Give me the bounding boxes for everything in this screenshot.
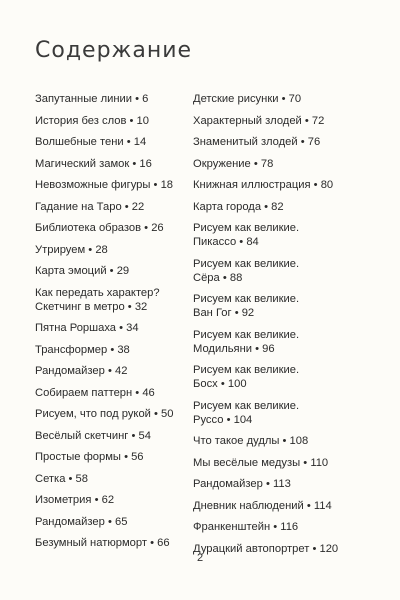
toc-entry-line: Детские рисунки • 70 [193, 93, 302, 105]
toc-entry [35, 92, 200, 106]
toc-entry [35, 536, 200, 550]
toc-entry-line: Рисуем как великие. [193, 222, 300, 234]
toc-entry-line: Магический замок • 16 [35, 157, 152, 170]
toc-entry [193, 499, 368, 513]
toc-entry-line: Простые формы • 56 [35, 451, 144, 463]
toc-entry [193, 157, 368, 171]
toc-entry-line: Франкенштейн • 116 [193, 521, 299, 533]
toc-entry [35, 157, 200, 171]
toc-entry [193, 434, 368, 448]
toc-entry-line: Рисуем как великие. [193, 328, 300, 341]
toc-entry [193, 477, 368, 491]
page-title: Содержание [35, 38, 193, 63]
toc-entry-line: Запутанные линии • 6 [35, 93, 149, 105]
toc-entry-line: Окружение • 78 [193, 157, 274, 170]
toc-entry [35, 321, 200, 335]
toc-entry-line: Рандомайзер • 42 [35, 365, 128, 377]
toc-entry-line: Сёра • 88 [193, 271, 243, 284]
toc-entry [193, 135, 368, 149]
toc-entry [193, 200, 368, 214]
toc-entry-line: Волшебные тени • 14 [35, 136, 147, 148]
toc-entry [35, 364, 200, 378]
toc-entry-line: Книжная иллюстрация • 80 [193, 179, 334, 191]
toc-entry-line: Скетчинг в метро • 32 [35, 300, 148, 313]
toc-right-column [193, 92, 368, 563]
toc-entry [193, 114, 368, 128]
toc-entry-line: Пятна Роршаха • 34 [35, 322, 139, 334]
toc-entry-line: Знаменитый злодей • 76 [193, 136, 321, 148]
toc-entry-line: Библиотека образов • 26 [35, 222, 164, 234]
toc-entry-line: Мы весёлые медузы • 110 [193, 456, 329, 469]
toc-entry-line: Сетка • 58 [35, 472, 88, 485]
toc-entry-line: Весёлый скетчинг • 54 [35, 429, 151, 442]
toc-entry [35, 407, 200, 421]
toc-entry-line: Рандомайзер • 65 [35, 515, 128, 528]
toc-entry-line: Ван Гог • 92 [193, 307, 255, 319]
toc-entry-line: Руссо • 104 [193, 413, 253, 426]
toc-entry-line: Безумный натюрморт • 66 [35, 537, 170, 549]
toc-entry-line: Изометрия • 62 [35, 494, 115, 506]
toc-entry-line: Карта города • 82 [193, 200, 284, 213]
toc-entry [35, 515, 200, 529]
toc-entry-line: Трансформер • 38 [35, 343, 130, 356]
toc-entry-line: Рисуем как великие. [193, 364, 300, 376]
toc-entry [35, 343, 200, 357]
toc-entry [35, 178, 200, 192]
toc-entry [35, 200, 200, 214]
toc-entry [35, 450, 200, 464]
toc-entry-line: Как передать характер? [35, 286, 160, 299]
toc-entry-line: Собираем паттерн • 46 [35, 386, 155, 399]
toc-entry [35, 114, 200, 128]
toc-entry [193, 399, 368, 427]
toc-entry [193, 456, 368, 470]
toc-entry [193, 178, 368, 192]
toc-entry-line: Карта эмоций • 29 [35, 265, 130, 277]
toc-entry-line: Рандомайзер • 113 [193, 478, 291, 490]
toc-entry [35, 135, 200, 149]
toc-entry-line: Утрируем • 28 [35, 243, 108, 256]
toc-entry-line: Босх • 100 [193, 378, 247, 390]
toc-entry [35, 243, 200, 257]
toc-entry-line: Характерный злодей • 72 [193, 114, 325, 127]
toc-entry-line: Рисуем как великие. [193, 293, 300, 305]
toc-entry [35, 221, 200, 235]
toc-entry [35, 472, 200, 486]
toc-entry [193, 328, 368, 356]
toc-entry-line: Гадание на Таро • 22 [35, 200, 145, 213]
toc-entry-line: Что такое дудлы • 108 [193, 435, 309, 447]
toc-entry-line: Дневник наблюдений • 114 [193, 499, 332, 512]
toc-entry [35, 286, 200, 314]
toc-entry-line: Рисуем как великие. [193, 257, 300, 270]
toc-entry-line: История без слов • 10 [35, 114, 149, 127]
toc-entry-line: Невозможные фигуры • 18 [35, 179, 174, 191]
toc-entry [193, 92, 368, 106]
toc-entry [193, 292, 368, 320]
toc-entry-line: Модильяни • 96 [193, 342, 275, 355]
toc-entry [35, 429, 200, 443]
toc-entry [193, 520, 368, 534]
toc-entry-line: Дурацкий автопортрет • 120 [193, 542, 339, 555]
toc-entry [193, 221, 368, 249]
toc-entry [35, 386, 200, 400]
toc-entry [193, 257, 368, 285]
toc-left-column [35, 92, 200, 558]
toc-entry-line: Рисуем, что под рукой • 50 [35, 408, 174, 420]
toc-entry-line: Рисуем как великие. [193, 399, 300, 412]
toc-entry [35, 264, 200, 278]
page-number: 2 [196, 552, 204, 564]
toc-entry [193, 363, 368, 391]
toc-entry [35, 493, 200, 507]
toc-entry-line: Пикассо • 84 [193, 236, 259, 248]
